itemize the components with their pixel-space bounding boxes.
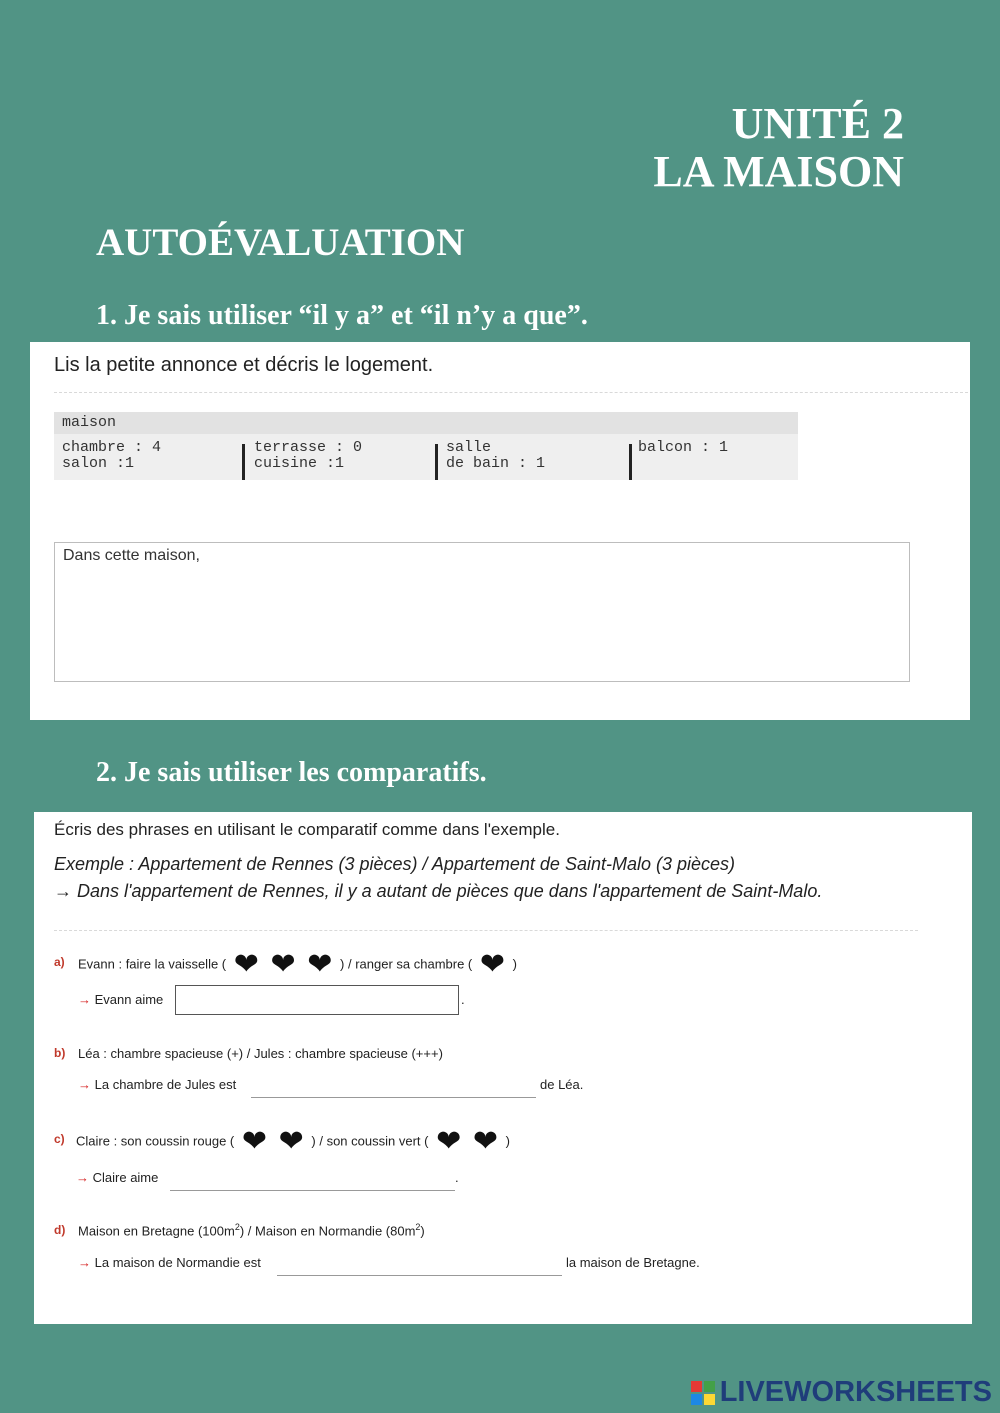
question-d-prompt (78, 1222, 425, 1238)
unit-topic: LA MAISON (653, 147, 904, 196)
prompt-text: ) / ranger sa chambre ( (340, 956, 473, 972)
heart-icon: ❤ (307, 948, 333, 981)
question-c-label: c) (54, 1132, 65, 1146)
section1-title: 1. Je sais utiliser “il y a” et “il n’y a que”. (96, 300, 588, 331)
superscript: 2 (415, 1222, 421, 1232)
example-line-2: → Dans l'appartement de Rennes, il y a autant de pièces que dans l'appartement de Saint-Malo. (54, 881, 823, 901)
section2-instruction: Écris des phrases en utilisant le comparatif comme dans l'exemple. (54, 820, 560, 839)
question-b-label: b) (54, 1046, 66, 1060)
example-line-1: Exemple : Appartement de Rennes (3 pièces) / Appartement de Saint-Malo (3 pièces) (54, 854, 736, 874)
ad-separator (435, 444, 438, 480)
divider (54, 392, 968, 393)
heart-icon: ❤ (241, 1125, 268, 1158)
answer-prefix: La chambre de Jules est (94, 1077, 237, 1092)
description-textarea[interactable] (55, 543, 911, 675)
section2-panel (34, 812, 972, 1324)
heart-icon: ❤ (479, 948, 506, 981)
ad-heading-bar (54, 412, 798, 434)
question-b-prompt: Léa : chambre spacieuse (+) / Jules : chambre spacieuse (+++) (78, 1046, 443, 1061)
prompt-text: ) (420, 1223, 425, 1239)
section1-panel (30, 342, 970, 720)
ad-column-3: salle de bain : 1 (446, 439, 546, 472)
ad-column-4: balcon : 1 (638, 439, 729, 456)
unit-number: UNITÉ 2 (731, 99, 904, 148)
question-b-answer-prefix (78, 1077, 236, 1092)
question-d-answer-prefix (78, 1255, 261, 1270)
question-b-suffix: de Léa. (540, 1077, 584, 1092)
description-answer-box[interactable] (54, 542, 910, 682)
question-a-input[interactable] (175, 985, 459, 1015)
arrow-icon: → (78, 1255, 91, 1270)
question-c-suffix: . (455, 1170, 459, 1185)
question-a-label: a) (54, 955, 65, 969)
ad-heading: maison (62, 414, 117, 431)
prompt-text: Maison en Bretagne (100m (78, 1223, 235, 1239)
heart-icon: ❤ (436, 1125, 462, 1158)
heart-icon: ❤ (472, 1125, 498, 1158)
ad-column-2: terrasse : 0 cuisine :1 (254, 439, 363, 472)
answer-prefix: La maison de Normandie est (94, 1255, 261, 1270)
page-title: AUTOÉVALUATION (96, 221, 465, 264)
question-a-prompt (78, 948, 517, 981)
logo-text: LIVEWORKSHEETS (719, 1376, 992, 1408)
liveworksheets-logo (691, 1376, 992, 1410)
prompt-text: ) (505, 1133, 510, 1149)
prompt-text: ) / son coussin vert ( (311, 1133, 429, 1149)
prompt-text: ) / Maison en Normandie (80m (239, 1223, 416, 1239)
question-d-suffix: la maison de Bretagne. (566, 1255, 700, 1270)
logo-badge-icon (691, 1381, 715, 1405)
section1-instruction: Lis la petite annonce et décris le logement. (54, 354, 434, 376)
arrow-icon: → (78, 992, 91, 1007)
question-b-input[interactable] (251, 1075, 536, 1098)
heart-icon: ❤ (270, 948, 296, 981)
prompt-text: ) (512, 956, 517, 972)
prompt-text: Claire : son coussin rouge ( (76, 1133, 235, 1149)
question-a-answer-prefix (78, 992, 163, 1007)
question-d-input[interactable] (277, 1253, 562, 1276)
classified-ad (54, 412, 798, 480)
ad-separator (629, 444, 632, 480)
superscript: 2 (234, 1222, 240, 1232)
prompt-text: Evann : faire la vaisselle ( (78, 956, 227, 972)
question-c-answer-prefix (76, 1170, 158, 1185)
section2-title: 2. Je sais utiliser les comparatifs. (96, 757, 487, 788)
divider (54, 930, 918, 931)
question-c-input[interactable] (170, 1168, 455, 1191)
question-c-prompt (76, 1125, 510, 1158)
ad-separator (242, 444, 245, 480)
arrow-icon: → (76, 1170, 89, 1185)
answer-prefix: Claire aime (92, 1170, 159, 1185)
ad-column-1: chambre : 4 salon :1 (62, 439, 162, 472)
question-a-suffix: . (461, 992, 465, 1007)
answer-prefix: Evann aime (94, 992, 164, 1007)
heart-icon: ❤ (233, 948, 259, 981)
arrow-icon: → (78, 1077, 91, 1092)
question-d-label: d) (54, 1223, 66, 1237)
heart-icon: ❤ (278, 1125, 304, 1158)
